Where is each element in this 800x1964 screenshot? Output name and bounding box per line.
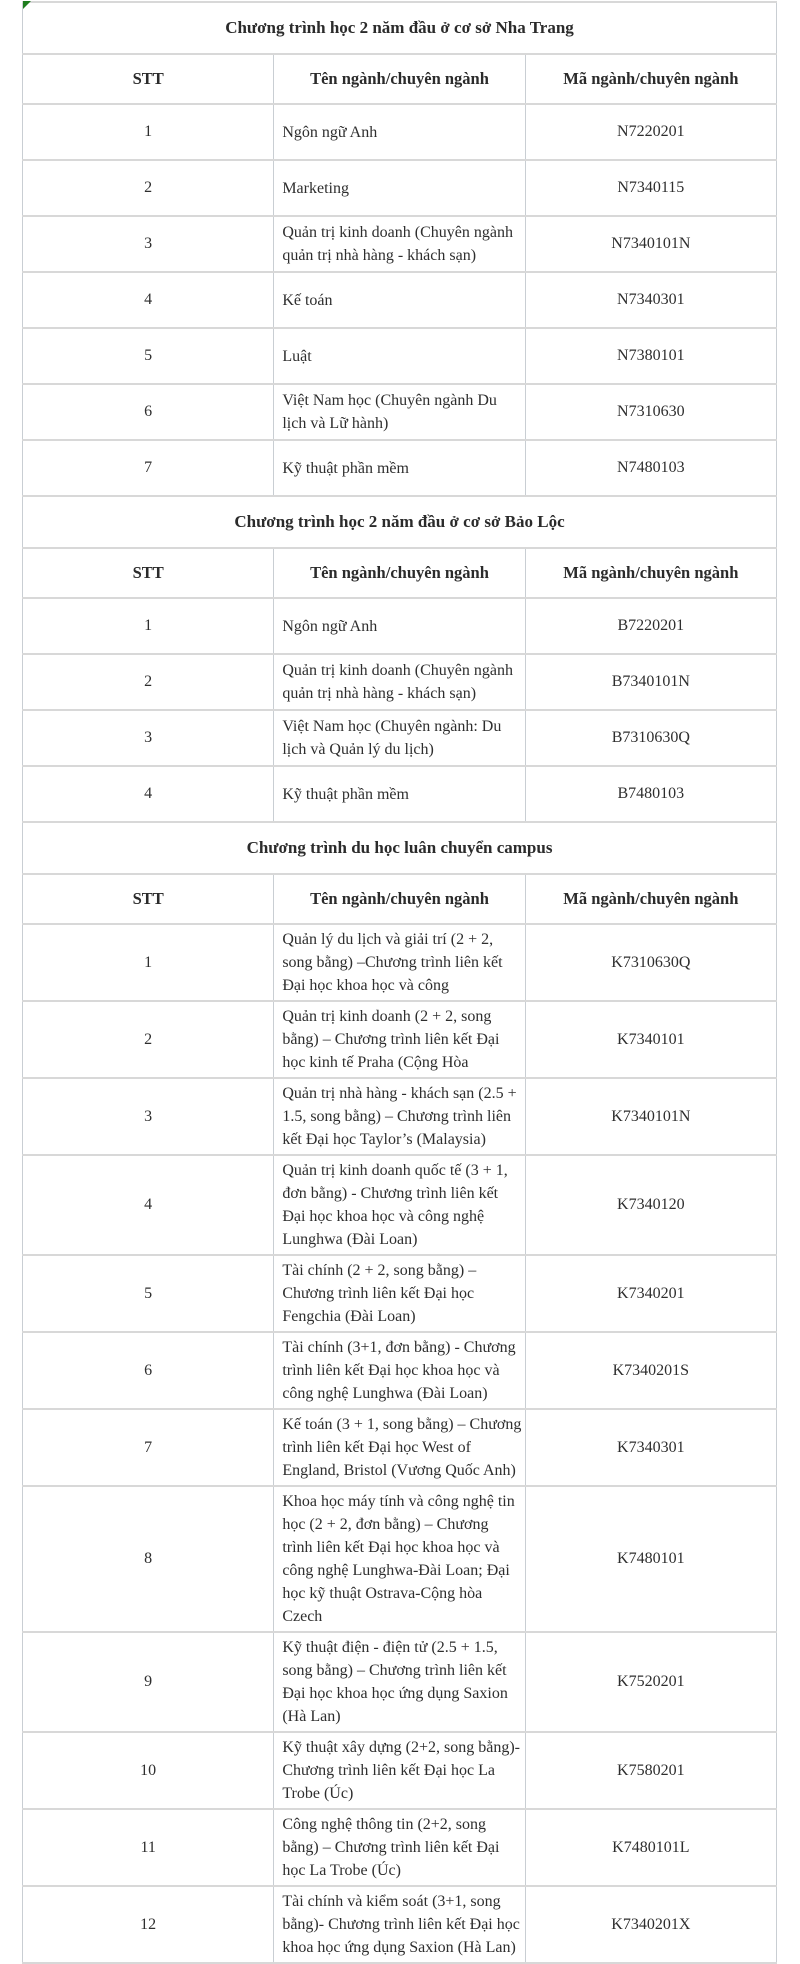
column-header-stt: STT	[23, 54, 274, 104]
cell-stt: 6	[23, 1332, 274, 1409]
cell-code: K7480101	[525, 1486, 776, 1632]
programs-table-body	[23, 2, 777, 1963]
table-row	[23, 1078, 777, 1155]
cell-name: Kỹ thuật xây dựng (2+2, song bằng)- Chương trình liên kết Đại học La Trobe (Úc)	[274, 1732, 525, 1809]
table-row	[23, 1255, 777, 1332]
cell-code: N7480103	[525, 440, 776, 496]
cell-name: Tài chính (2 + 2, song bằng) – Chương trình liên kết Đại học Fengchia (Đài Loan)	[274, 1255, 525, 1332]
cell-name: Kỹ thuật phần mềm	[274, 440, 525, 496]
column-header-row	[23, 874, 777, 924]
cell-code: K7580201	[525, 1732, 776, 1809]
cell-code: N7340115	[525, 160, 776, 216]
cell-name: Kế toán	[274, 272, 525, 328]
cell-code: K7340201X	[525, 1886, 776, 1963]
cell-code: N7380101	[525, 328, 776, 384]
cell-name: Công nghệ thông tin (2+2, song bằng) – Chương trình liên kết Đại học La Trobe (Úc)	[274, 1809, 525, 1886]
cell-code: B7480103	[525, 766, 776, 822]
cell-stt: 5	[23, 328, 274, 384]
table-row	[23, 1886, 777, 1963]
cell-code: K7340101N	[525, 1078, 776, 1155]
column-header-stt: STT	[23, 874, 274, 924]
table-row	[23, 654, 777, 710]
column-header-stt: STT	[23, 548, 274, 598]
cell-name: Tài chính (3+1, đơn bằng) - Chương trình liên kết Đại học khoa học và công nghệ Lunghwa (Đài Loan)	[274, 1332, 525, 1409]
section-title-row	[23, 496, 777, 548]
cell-stt: 4	[23, 1155, 274, 1255]
cell-name: Quản trị kinh doanh (Chuyên ngành quản trị nhà hàng - khách sạn)	[274, 654, 525, 710]
cell-name: Quản lý du lịch và giải trí (2 + 2, song bằng) –Chương trình liên kết Đại học khoa học và công	[274, 924, 525, 1001]
column-header-name: Tên ngành/chuyên ngành	[274, 54, 525, 104]
cell-code: N7340301	[525, 272, 776, 328]
cell-code: N7310630	[525, 384, 776, 440]
section-title-row	[23, 822, 777, 874]
green-corner-mark-icon	[23, 1, 31, 9]
cell-code: N7220201	[525, 104, 776, 160]
cell-stt: 7	[23, 1409, 274, 1486]
cell-stt: 7	[23, 440, 274, 496]
cell-name: Luật	[274, 328, 525, 384]
cell-stt: 9	[23, 1632, 274, 1732]
cell-name: Quản trị nhà hàng - khách sạn (2.5 + 1.5, song bằng) – Chương trình liên kết Đại học Taylor’s (Malaysia)	[274, 1078, 525, 1155]
cell-stt: 6	[23, 384, 274, 440]
table-row	[23, 710, 777, 766]
table-row	[23, 272, 777, 328]
cell-code: K7340201S	[525, 1332, 776, 1409]
section-title: Chương trình học 2 năm đầu ở cơ sở Bảo Lộc	[23, 496, 777, 548]
table-row	[23, 440, 777, 496]
table-row	[23, 1409, 777, 1486]
cell-stt: 10	[23, 1732, 274, 1809]
section-title-row	[23, 2, 777, 54]
cell-code: K7310630Q	[525, 924, 776, 1001]
programs-table	[22, 1, 777, 1964]
table-row	[23, 1809, 777, 1886]
cell-name: Quản trị kinh doanh (2 + 2, song bằng) – Chương trình liên kết Đại học kinh tế Praha (Cộng Hòa	[274, 1001, 525, 1078]
cell-code: K7520201	[525, 1632, 776, 1732]
cell-stt: 2	[23, 1001, 274, 1078]
cell-name: Quản trị kinh doanh quốc tế (3 + 1, đơn bằng) - Chương trình liên kết Đại học khoa học và công nghệ Lunghwa (Đài Loan)	[274, 1155, 525, 1255]
cell-stt: 5	[23, 1255, 274, 1332]
cell-stt: 4	[23, 766, 274, 822]
cell-code: K7340120	[525, 1155, 776, 1255]
table-row	[23, 924, 777, 1001]
cell-name: Ngôn ngữ Anh	[274, 104, 525, 160]
cell-name: Tài chính và kiểm soát (3+1, song bằng)- Chương trình liên kết Đại học khoa học ứng dụng Saxion (Hà Lan)	[274, 1886, 525, 1963]
section-title: Chương trình học 2 năm đầu ở cơ sở Nha Trang	[23, 2, 777, 54]
table-row	[23, 1632, 777, 1732]
cell-name: Việt Nam học (Chuyên ngành Du lịch và Lữ hành)	[274, 384, 525, 440]
table-row	[23, 766, 777, 822]
column-header-name: Tên ngành/chuyên ngành	[274, 874, 525, 924]
cell-code: K7340101	[525, 1001, 776, 1078]
cell-name: Quản trị kinh doanh (Chuyên ngành quản trị nhà hàng - khách sạn)	[274, 216, 525, 272]
cell-stt: 3	[23, 710, 274, 766]
cell-name: Marketing	[274, 160, 525, 216]
cell-code: B7310630Q	[525, 710, 776, 766]
cell-stt: 1	[23, 598, 274, 654]
cell-stt: 8	[23, 1486, 274, 1632]
cell-stt: 3	[23, 216, 274, 272]
cell-stt: 1	[23, 104, 274, 160]
cell-stt: 3	[23, 1078, 274, 1155]
table-row	[23, 1155, 777, 1255]
table-row	[23, 216, 777, 272]
cell-code: K7340201	[525, 1255, 776, 1332]
cell-stt: 1	[23, 924, 274, 1001]
cell-code: N7340101N	[525, 216, 776, 272]
table-row	[23, 1732, 777, 1809]
cell-code: B7340101N	[525, 654, 776, 710]
table-row	[23, 328, 777, 384]
column-header-code: Mã ngành/chuyên ngành	[525, 54, 776, 104]
table-row	[23, 1486, 777, 1632]
column-header-row	[23, 54, 777, 104]
cell-stt: 12	[23, 1886, 274, 1963]
cell-name: Khoa học máy tính và công nghệ tin học (2 + 2, đơn bằng) – Chương trình liên kết Đại học khoa học và công nghệ Lunghwa-Đài Loan; Đại học kỹ thuật Ostrava-Cộng hòa Czech	[274, 1486, 525, 1632]
cell-name: Ngôn ngữ Anh	[274, 598, 525, 654]
cell-stt: 11	[23, 1809, 274, 1886]
cell-code: K7340301	[525, 1409, 776, 1486]
table-row	[23, 104, 777, 160]
table-row	[23, 384, 777, 440]
column-header-code: Mã ngành/chuyên ngành	[525, 548, 776, 598]
cell-stt: 2	[23, 654, 274, 710]
column-header-row	[23, 548, 777, 598]
cell-code: B7220201	[525, 598, 776, 654]
table-row	[23, 1001, 777, 1078]
cell-stt: 4	[23, 272, 274, 328]
cell-name: Kỹ thuật điện - điện tử (2.5 + 1.5, song bằng) – Chương trình liên kết Đại học khoa học ứng dụng Saxion (Hà Lan)	[274, 1632, 525, 1732]
cell-name: Kỹ thuật phần mềm	[274, 766, 525, 822]
cell-stt: 2	[23, 160, 274, 216]
cell-code: K7480101L	[525, 1809, 776, 1886]
column-header-code: Mã ngành/chuyên ngành	[525, 874, 776, 924]
section-title: Chương trình du học luân chuyển campus	[23, 822, 777, 874]
table-row	[23, 1332, 777, 1409]
table-row	[23, 598, 777, 654]
cell-name: Kế toán (3 + 1, song bằng) – Chương trình liên kết Đại học West of England, Bristol (Vương Quốc Anh)	[274, 1409, 525, 1486]
cell-name: Việt Nam học (Chuyên ngành: Du lịch và Quản lý du lịch)	[274, 710, 525, 766]
table-row	[23, 160, 777, 216]
column-header-name: Tên ngành/chuyên ngành	[274, 548, 525, 598]
